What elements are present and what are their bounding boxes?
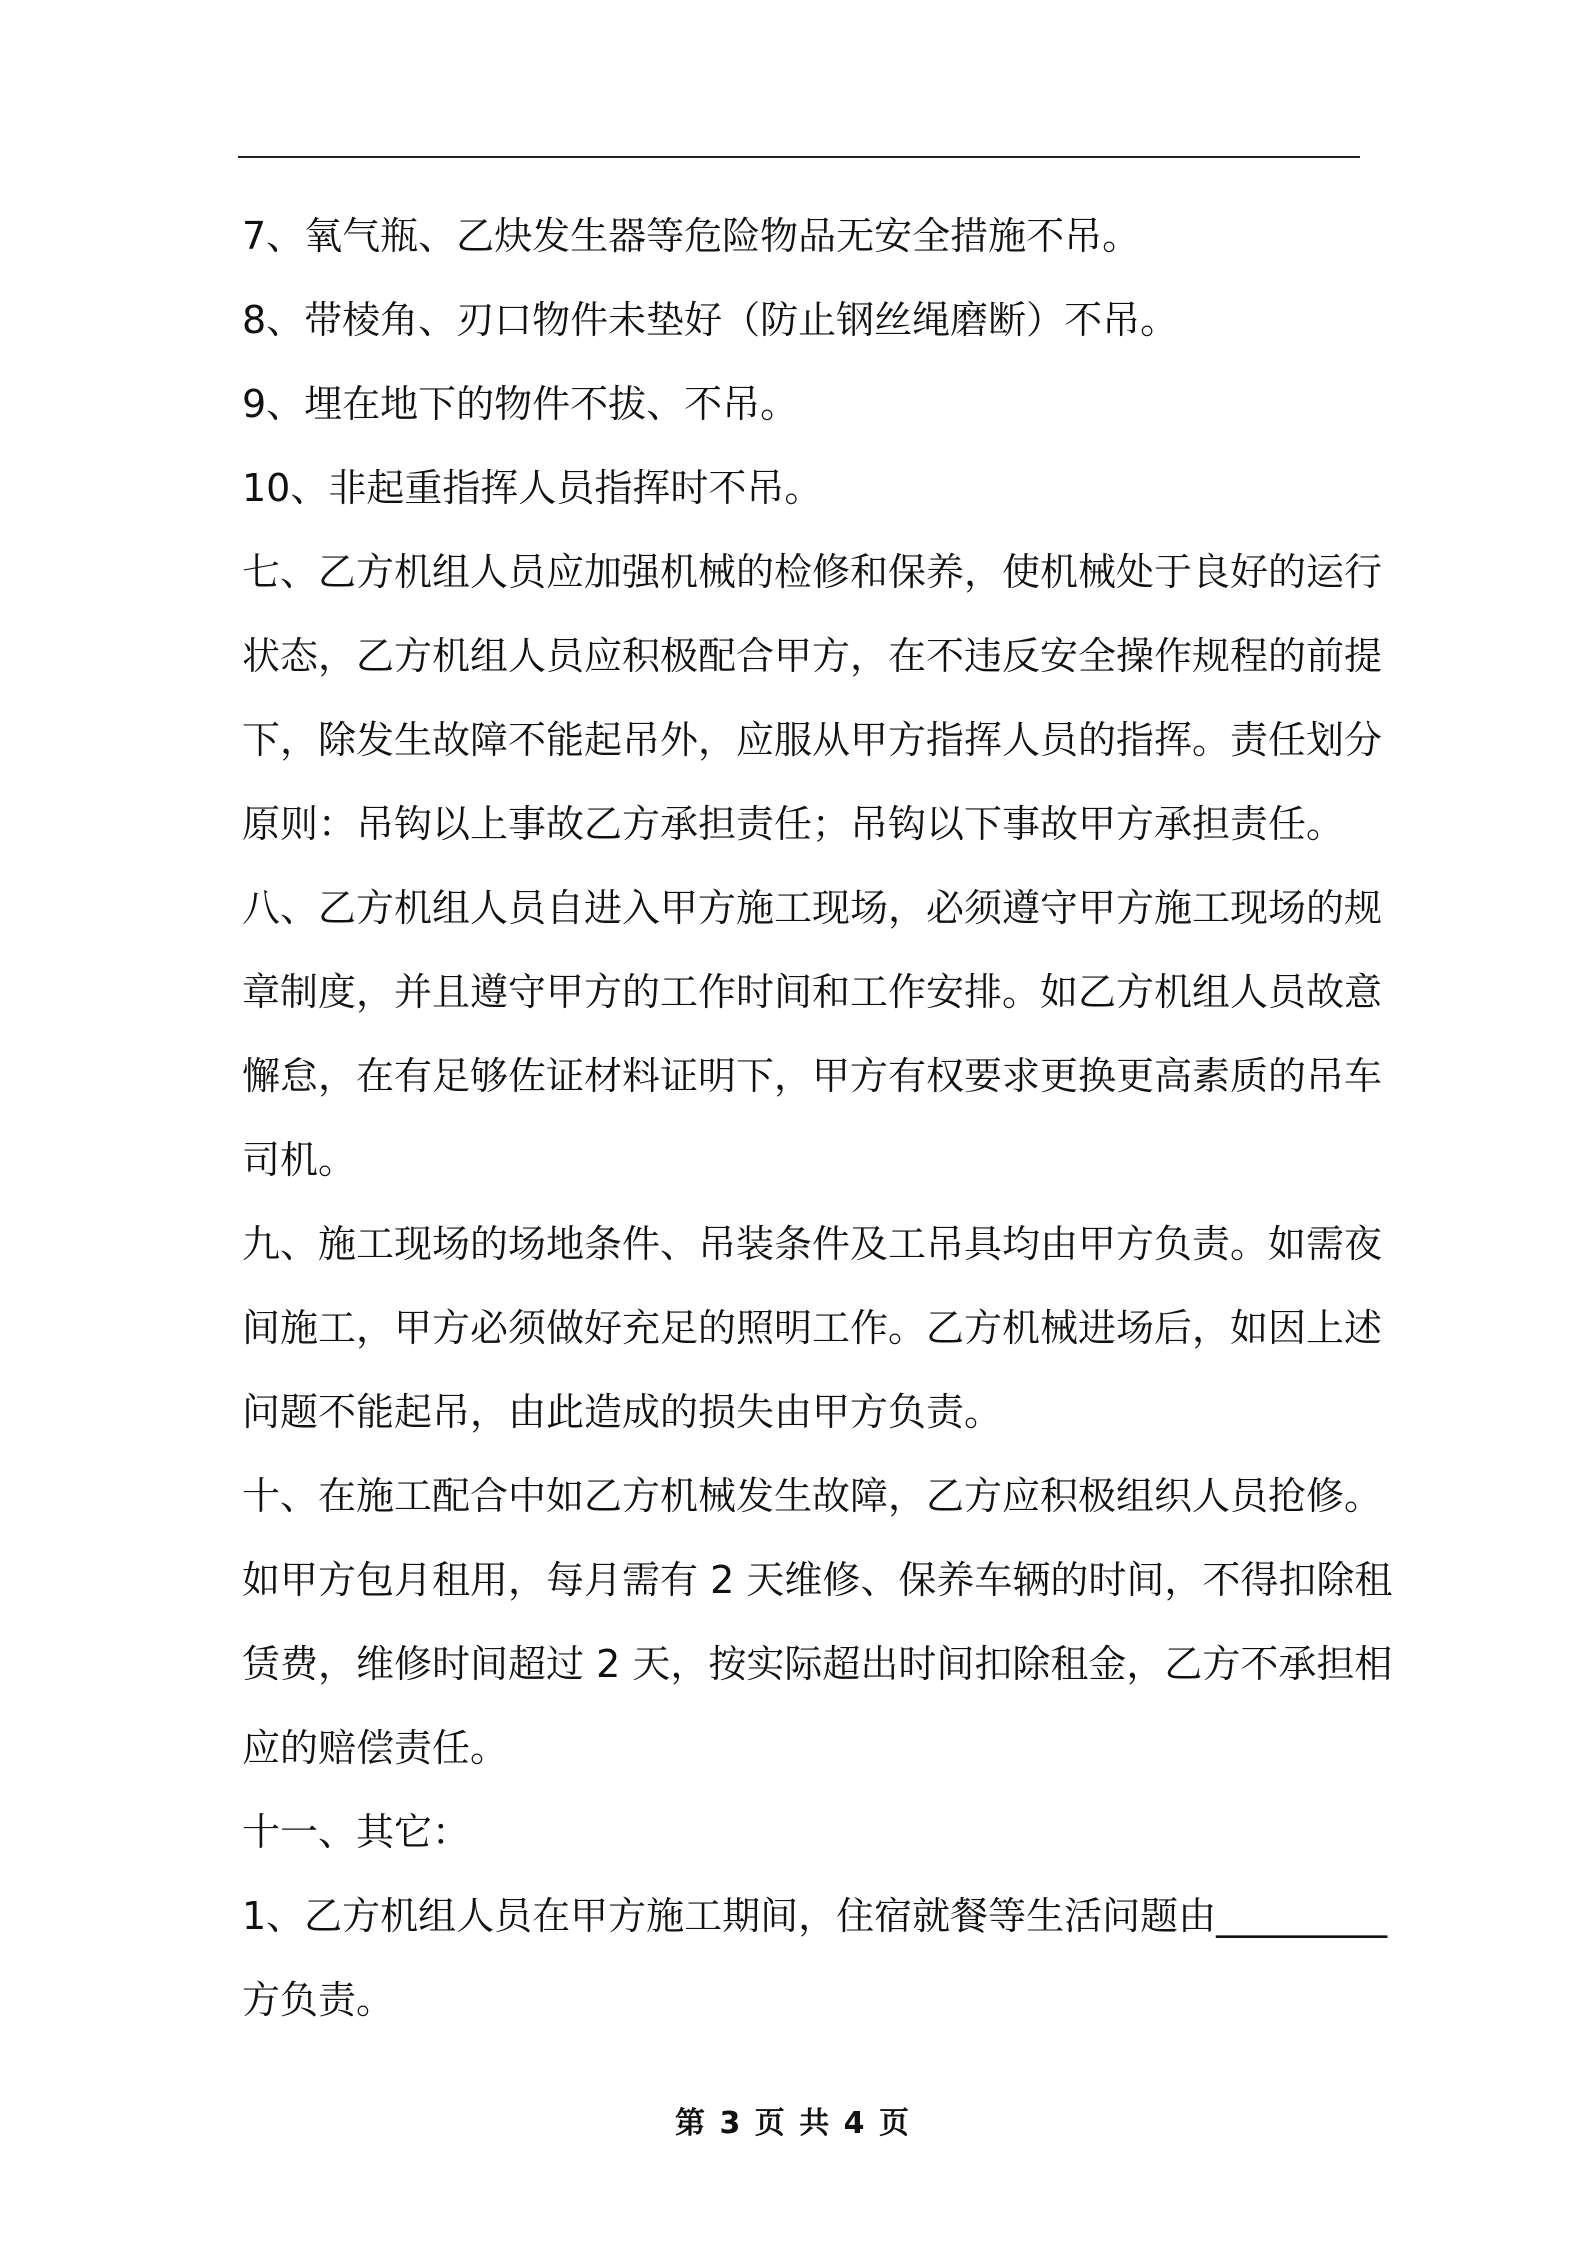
text-line: 八、乙方机组人员自进入甲方施工现场，必须遵守甲方施工现场的规 (242, 886, 1383, 930)
text-line: 七、乙方机组人员应加强机械的检修和保养，使机械处于良好的运行 (242, 550, 1383, 594)
text-line: 十一、其它： (242, 1810, 471, 1854)
text-line: 司机。 (242, 1138, 357, 1182)
text-line: 9、埋在地下的物件不拔、不吊。 (242, 382, 799, 426)
document-body (242, 194, 1393, 2042)
text-line: 如甲方包月租用，每月需有 2 天维修、保养车辆的时间，不得扣除租 (242, 1558, 1393, 1602)
text-line: 8、带棱角、刃口物件未垫好（防止钢丝绳磨断）不吊。 (242, 298, 1179, 342)
page-footer: 第 3 页 共 4 页 (675, 2106, 911, 2141)
text-line: 问题不能起吊，由此造成的损失由甲方负责。 (242, 1390, 1003, 1434)
text-line: 7、氧气瓶、乙炔发生器等危险物品无安全措施不吊。 (242, 214, 1141, 258)
text-line: 章制度，并且遵守甲方的工作时间和工作安排。如乙方机组人员故意 (242, 970, 1383, 1014)
text-line: 应的赔偿责任。 (242, 1726, 509, 1770)
text-line: 九、施工现场的场地条件、吊装条件及工吊具均由甲方负责。如需夜 (242, 1222, 1383, 1266)
text-line: 方负责。 (242, 1978, 395, 2022)
text-line: 1、乙方机组人员在甲方施工期间，住宿就餐等生活问题由_________ (242, 1894, 1388, 1938)
text-line: 原则：吊钩以上事故乙方承担责任；吊钩以下事故甲方承担责任。 (242, 802, 1345, 846)
text-line: 状态，乙方机组人员应积极配合甲方，在不违反安全操作规程的前提 (242, 634, 1383, 678)
header-rule (238, 156, 1360, 158)
text-line: 间施工，甲方必须做好充足的照明工作。乙方机械进场后，如因上述 (242, 1306, 1383, 1350)
text-line: 懈怠，在有足够佐证材料证明下，甲方有权要求更换更高素质的吊车 (242, 1054, 1383, 1098)
text-line: 赁费，维修时间超过 2 天，按实际超出时间扣除租金，乙方不承担相 (242, 1642, 1393, 1686)
text-line: 10、非起重指挥人员指挥时不吊。 (242, 466, 823, 510)
text-line: 下，除发生故障不能起吊外，应服从甲方指挥人员的指挥。责任划分 (242, 718, 1383, 762)
text-line: 十、在施工配合中如乙方机械发生故障，乙方应积极组织人员抢修。 (242, 1474, 1383, 1518)
